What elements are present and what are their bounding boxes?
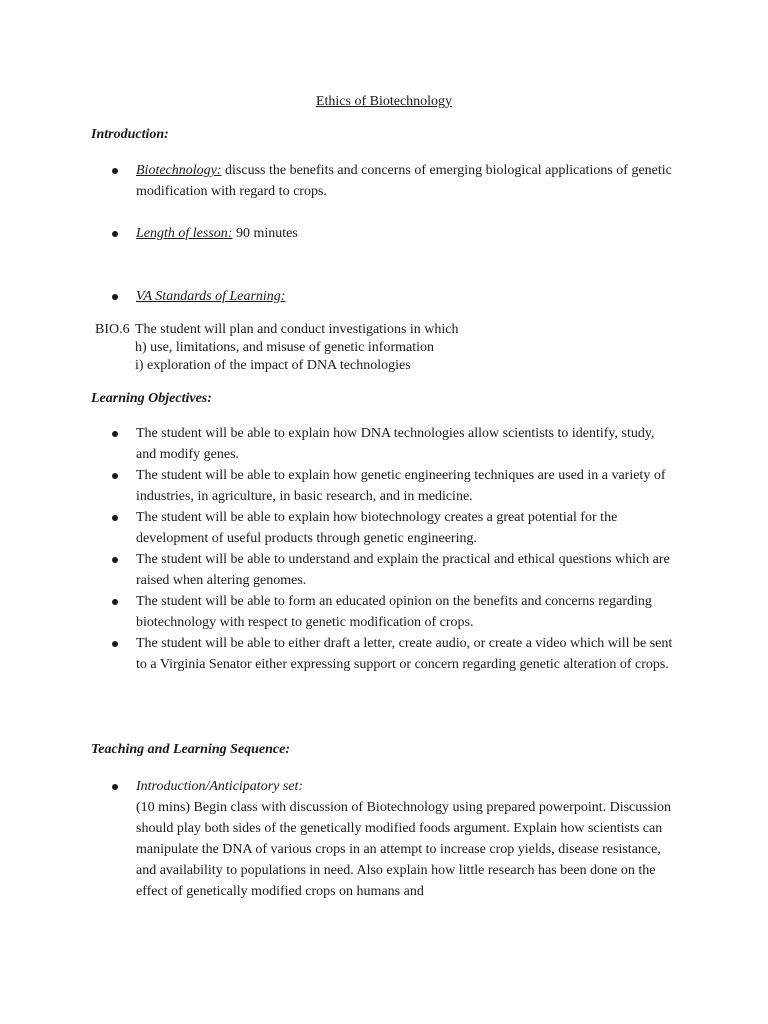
list-item [0,633,768,675]
objectives-heading: Learning Objectives: [91,391,212,406]
standards-row [95,321,459,339]
item-label: Length of lesson: [136,226,233,241]
lesson-length-list [0,223,768,244]
list-item [0,549,768,591]
item-text: The student will be able to understand and explain the practical and ethical questions which are raised when altering genomes. [136,552,670,588]
bullet-icon [112,473,118,479]
item-text: 90 minutes [232,226,298,241]
list-item [0,223,768,244]
list-item [0,776,768,902]
bullet-icon [112,557,118,563]
item-text: The student will be able to form an educated opinion on the benefits and concerns regarding biotechnology with respect to genetic modification of crops. [136,594,652,630]
item-text: The student will be able to explain how biotechnology creates a great potential for the development of useful products through genetic engineering. [136,510,618,546]
standard-line: The student will plan and conduct investigations in which [135,322,459,337]
standard-line: i) exploration of the impact of DNA technologies [135,358,411,373]
bullet-icon [112,231,118,237]
list-item [0,286,768,307]
item-text: The student will be able to explain how genetic engineering techniques are used in a variety of industries, in agriculture, in basic research, and in medicine. [136,468,666,504]
item-text: discuss the benefits and concerns of emerging biological applications of genetic modification with regard to crops. [136,163,672,199]
item-label: VA Standards of Learning: [136,289,286,304]
bullet-icon [112,431,118,437]
list-item [0,591,768,633]
bullet-icon [112,515,118,521]
objectives-list [0,423,768,675]
sequence-heading: Teaching and Learning Sequence: [91,742,290,757]
bullet-icon [112,294,118,300]
document-title: Ethics of Biotechnology [315,94,453,109]
item-text: The student will be able to explain how DNA technologies allow scientists to identify, study, and modify genes. [136,426,655,462]
bullet-icon [112,599,118,605]
introduction-list [0,160,768,202]
standards-block [95,321,459,375]
bullet-icon [112,784,118,790]
item-text: (10 mins) Begin class with discussion of Biotechnology using prepared powerpoint. Discussion should play both sides of the genetically modified foods argument. Explain how scientists can manipulate the DNA of various crops in an attempt to increase crop yields, disease resistance, and availability to populations in need. Also explain how little research has been done on the effect of genetically modified crops on humans and [136,800,672,899]
item-text: The student will be able to either draft a letter, create audio, or create a video which will be sent to a Virginia Senator either expressing support or concern regarding genetic alteration of crops. [136,636,673,672]
bullet-icon [112,168,118,174]
list-item [0,423,768,465]
sequence-list [0,776,768,902]
standard-line: h) use, limitations, and misuse of genetic information [135,340,434,355]
bullet-icon [112,641,118,647]
introduction-heading: Introduction: [91,127,169,142]
standard-code: BIO.6 [95,322,130,337]
item-label: Biotechnology: [136,163,222,178]
list-item [0,507,768,549]
list-item [0,160,768,202]
list-item [0,465,768,507]
item-label: Introduction/Anticipatory set: [136,779,304,794]
standards-list [0,286,768,307]
